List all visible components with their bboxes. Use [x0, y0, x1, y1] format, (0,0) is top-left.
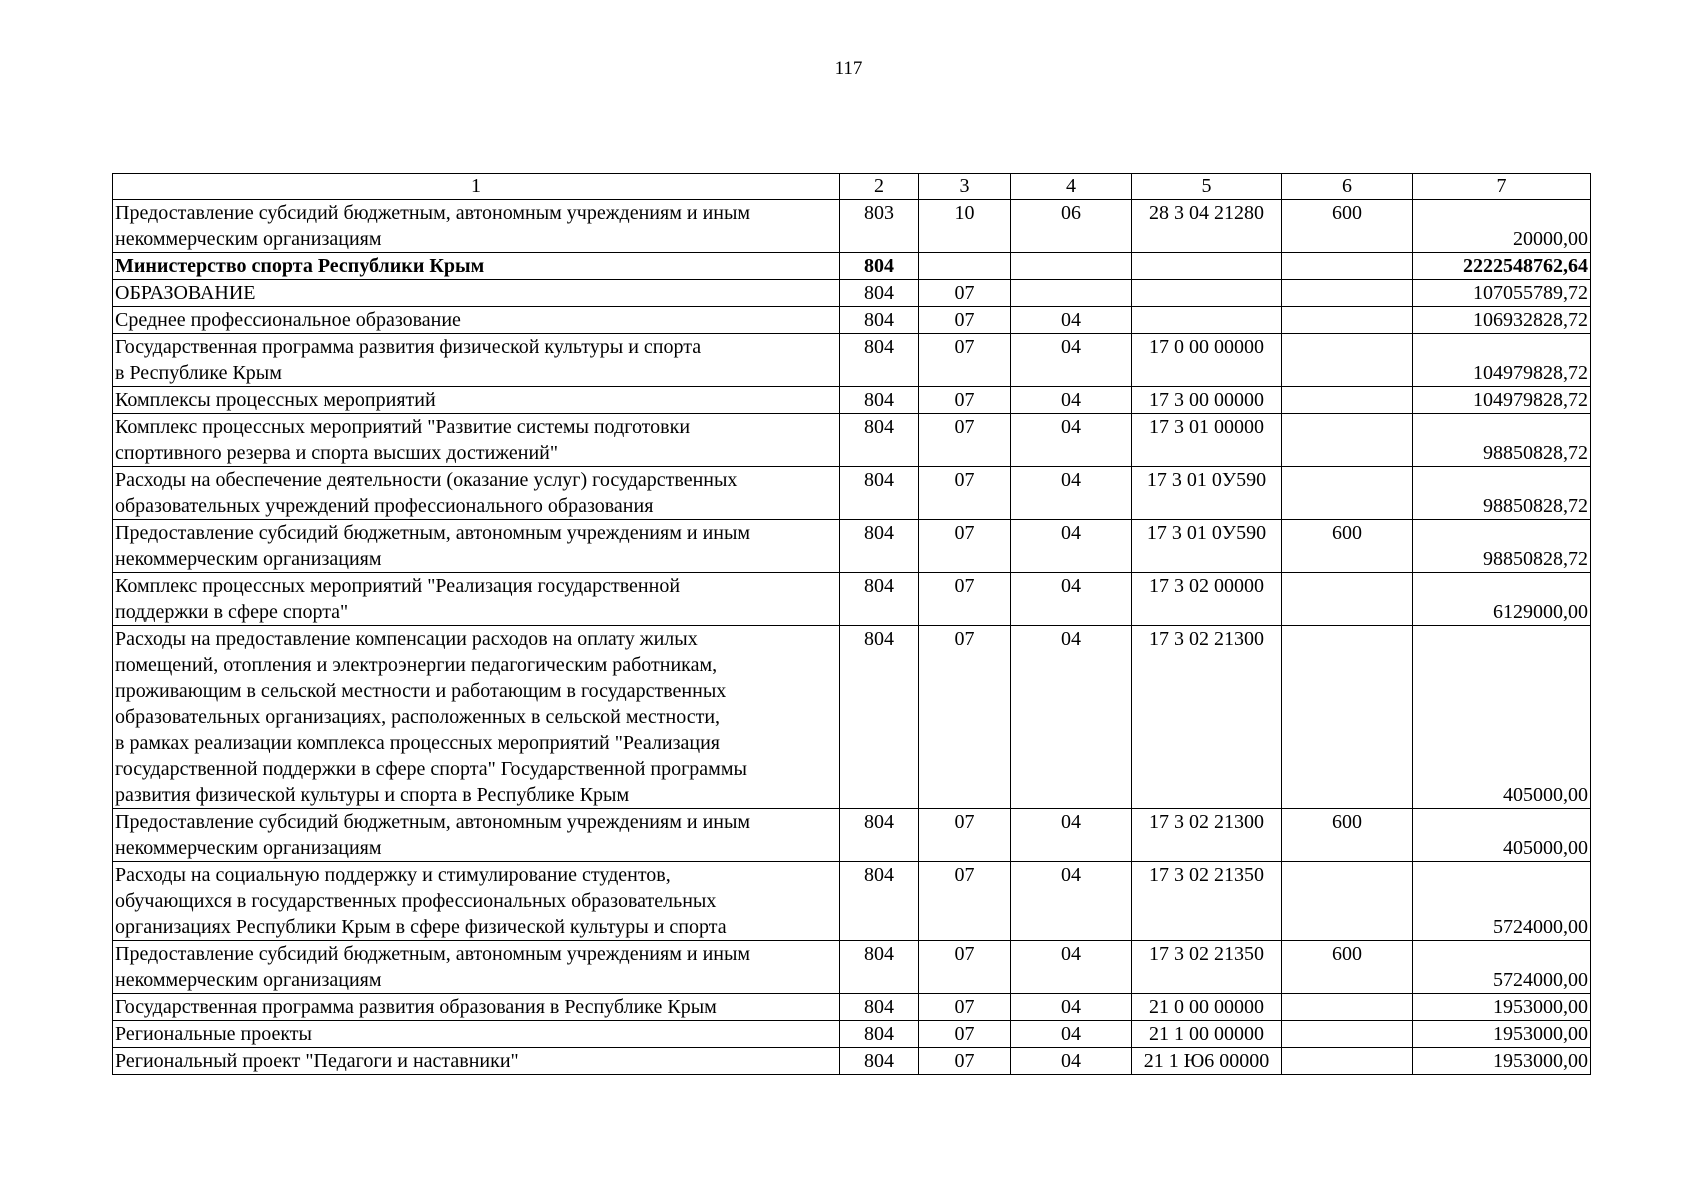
row-code-cell: 804 — [840, 994, 919, 1021]
row-amount-cell: 2222548762,64 — [1413, 253, 1591, 280]
row-target-article-cell — [1132, 280, 1282, 307]
row-expense-type-cell: 600 — [1282, 941, 1413, 994]
row-amount-cell: 98850828,72 — [1413, 520, 1591, 573]
table-row — [113, 520, 1591, 573]
row-amount-cell: 1953000,00 — [1413, 1048, 1591, 1075]
row-name-cell: Расходы на предоставление компенсации расходов на оплату жилых помещений, отопления и электроэнергии педагогическим работникам, проживающим в сельской местности и работающим в государственных образовательных организациях, расположенных в сельской местности, в рамках реализации комплекса процессных мероприятий "Реализация государственной поддержки в сфере спорта" Государственной программы развития физической культуры и спорта в Республике Крым — [113, 626, 840, 809]
row-amount-cell: 405000,00 — [1413, 626, 1591, 809]
row-subsection-cell: 04 — [1011, 862, 1132, 941]
row-amount-cell: 107055789,72 — [1413, 280, 1591, 307]
row-target-article-cell: 17 3 02 21350 — [1132, 862, 1282, 941]
row-target-article-cell: 17 3 02 21300 — [1132, 626, 1282, 809]
table-row — [113, 414, 1591, 467]
row-expense-type-cell — [1282, 414, 1413, 467]
row-code-cell: 804 — [840, 467, 919, 520]
row-subsection-cell: 04 — [1011, 1021, 1132, 1048]
row-amount-cell: 98850828,72 — [1413, 467, 1591, 520]
row-name-cell: ОБРАЗОВАНИЕ — [113, 280, 840, 307]
table-row — [113, 862, 1591, 941]
row-expense-type-cell — [1282, 862, 1413, 941]
row-code-cell: 804 — [840, 414, 919, 467]
row-amount-cell: 405000,00 — [1413, 809, 1591, 862]
row-expense-type-cell — [1282, 467, 1413, 520]
row-code-cell: 804 — [840, 280, 919, 307]
row-subsection-cell: 04 — [1011, 334, 1132, 387]
row-section-cell: 07 — [919, 467, 1011, 520]
row-subsection-cell: 06 — [1011, 200, 1132, 253]
row-expense-type-cell — [1282, 307, 1413, 334]
row-target-article-cell: 21 1 Ю6 00000 — [1132, 1048, 1282, 1075]
row-name-cell: Комплексы процессных мероприятий — [113, 387, 840, 414]
row-name-cell: Государственная программа развития физической культуры и спорта в Республике Крым — [113, 334, 840, 387]
row-code-cell: 804 — [840, 941, 919, 994]
row-expense-type-cell: 600 — [1282, 809, 1413, 862]
row-name-cell: Региональный проект "Педагоги и наставники" — [113, 1048, 840, 1075]
row-section-cell: 07 — [919, 334, 1011, 387]
row-section-cell: 07 — [919, 1048, 1011, 1075]
row-expense-type-cell — [1282, 626, 1413, 809]
row-code-cell: 804 — [840, 573, 919, 626]
row-expense-type-cell — [1282, 573, 1413, 626]
row-name-cell: Среднее профессиональное образование — [113, 307, 840, 334]
row-amount-cell: 1953000,00 — [1413, 994, 1591, 1021]
row-code-cell: 804 — [840, 809, 919, 862]
row-name-cell: Предоставление субсидий бюджетным, автономным учреждениям и иным некоммерческим организациям — [113, 809, 840, 862]
table-row — [113, 1021, 1591, 1048]
row-amount-cell: 106932828,72 — [1413, 307, 1591, 334]
row-code-cell: 804 — [840, 253, 919, 280]
row-name-cell: Комплекс процессных мероприятий "Развитие системы подготовки спортивного резерва и спорта высших достижений" — [113, 414, 840, 467]
column-header: 3 — [919, 174, 1011, 200]
row-amount-cell: 20000,00 — [1413, 200, 1591, 253]
row-amount-cell: 104979828,72 — [1413, 387, 1591, 414]
row-subsection-cell: 04 — [1011, 467, 1132, 520]
row-name-cell: Министерство спорта Республики Крым — [113, 253, 840, 280]
row-subsection-cell: 04 — [1011, 520, 1132, 573]
row-section-cell: 07 — [919, 862, 1011, 941]
row-subsection-cell: 04 — [1011, 941, 1132, 994]
table-row — [113, 253, 1591, 280]
table-row — [113, 200, 1591, 253]
row-target-article-cell: 17 3 02 21350 — [1132, 941, 1282, 994]
row-target-article-cell — [1132, 307, 1282, 334]
table-row — [113, 1048, 1591, 1075]
row-target-article-cell: 17 3 00 00000 — [1132, 387, 1282, 414]
row-name-cell: Предоставление субсидий бюджетным, автономным учреждениям и иным некоммерческим организациям — [113, 200, 840, 253]
column-header: 6 — [1282, 174, 1413, 200]
row-amount-cell: 98850828,72 — [1413, 414, 1591, 467]
row-target-article-cell: 17 3 01 0У590 — [1132, 520, 1282, 573]
row-expense-type-cell — [1282, 334, 1413, 387]
row-target-article-cell: 28 3 04 21280 — [1132, 200, 1282, 253]
row-name-cell: Региональные проекты — [113, 1021, 840, 1048]
row-target-article-cell: 21 0 00 00000 — [1132, 994, 1282, 1021]
row-expense-type-cell — [1282, 1048, 1413, 1075]
page-number: 117 — [834, 58, 863, 79]
row-code-cell: 804 — [840, 626, 919, 809]
table-row — [113, 994, 1591, 1021]
row-code-cell: 804 — [840, 862, 919, 941]
row-subsection-cell: 04 — [1011, 414, 1132, 467]
row-subsection-cell: 04 — [1011, 1048, 1132, 1075]
row-expense-type-cell — [1282, 1021, 1413, 1048]
row-target-article-cell: 17 3 02 00000 — [1132, 573, 1282, 626]
row-section-cell: 07 — [919, 573, 1011, 626]
row-amount-cell: 5724000,00 — [1413, 862, 1591, 941]
row-name-cell: Предоставление субсидий бюджетным, автономным учреждениям и иным некоммерческим организациям — [113, 520, 840, 573]
row-expense-type-cell — [1282, 253, 1413, 280]
table-row — [113, 334, 1591, 387]
table-row — [113, 809, 1591, 862]
row-name-cell: Расходы на обеспечение деятельности (оказание услуг) государственных образовательных учреждений профессионального образования — [113, 467, 840, 520]
row-subsection-cell: 04 — [1011, 994, 1132, 1021]
table-row — [113, 467, 1591, 520]
row-expense-type-cell — [1282, 387, 1413, 414]
budget-table-body — [113, 200, 1591, 1075]
row-target-article-cell: 17 3 01 0У590 — [1132, 467, 1282, 520]
row-section-cell: 07 — [919, 626, 1011, 809]
row-subsection-cell: 04 — [1011, 307, 1132, 334]
row-amount-cell: 104979828,72 — [1413, 334, 1591, 387]
row-amount-cell: 5724000,00 — [1413, 941, 1591, 994]
row-subsection-cell: 04 — [1011, 626, 1132, 809]
row-code-cell: 804 — [840, 307, 919, 334]
table-row — [113, 280, 1591, 307]
row-amount-cell: 6129000,00 — [1413, 573, 1591, 626]
column-header: 5 — [1132, 174, 1282, 200]
row-section-cell: 07 — [919, 1021, 1011, 1048]
row-name-cell: Комплекс процессных мероприятий "Реализация государственной поддержки в сфере спорта" — [113, 573, 840, 626]
table-row — [113, 573, 1591, 626]
row-section-cell: 07 — [919, 994, 1011, 1021]
row-section-cell: 10 — [919, 200, 1011, 253]
row-name-cell: Расходы на социальную поддержку и стимулирование студентов, обучающихся в государственных профессиональных образовательных организациях Республики Крым в сфере физической культуры и спорта — [113, 862, 840, 941]
row-section-cell: 07 — [919, 520, 1011, 573]
budget-table — [112, 173, 1591, 1075]
row-name-cell: Государственная программа развития образования в Республике Крым — [113, 994, 840, 1021]
row-subsection-cell — [1011, 253, 1132, 280]
row-section-cell: 07 — [919, 280, 1011, 307]
table-row — [113, 626, 1591, 809]
row-section-cell: 07 — [919, 414, 1011, 467]
row-subsection-cell — [1011, 280, 1132, 307]
row-section-cell: 07 — [919, 387, 1011, 414]
row-expense-type-cell — [1282, 994, 1413, 1021]
row-amount-cell: 1953000,00 — [1413, 1021, 1591, 1048]
row-name-cell: Предоставление субсидий бюджетным, автономным учреждениям и иным некоммерческим организациям — [113, 941, 840, 994]
table-row — [113, 941, 1591, 994]
row-code-cell: 804 — [840, 387, 919, 414]
row-section-cell — [919, 253, 1011, 280]
row-expense-type-cell: 600 — [1282, 520, 1413, 573]
row-target-article-cell: 17 0 00 00000 — [1132, 334, 1282, 387]
row-subsection-cell: 04 — [1011, 573, 1132, 626]
row-target-article-cell: 17 3 01 00000 — [1132, 414, 1282, 467]
table-row — [113, 307, 1591, 334]
row-target-article-cell — [1132, 253, 1282, 280]
row-target-article-cell: 17 3 02 21300 — [1132, 809, 1282, 862]
row-section-cell: 07 — [919, 307, 1011, 334]
column-header: 4 — [1011, 174, 1132, 200]
row-section-cell: 07 — [919, 809, 1011, 862]
row-code-cell: 804 — [840, 334, 919, 387]
row-code-cell: 804 — [840, 520, 919, 573]
row-subsection-cell: 04 — [1011, 809, 1132, 862]
row-subsection-cell: 04 — [1011, 387, 1132, 414]
row-expense-type-cell: 600 — [1282, 200, 1413, 253]
row-code-cell: 804 — [840, 1048, 919, 1075]
column-header: 7 — [1413, 174, 1591, 200]
row-code-cell: 803 — [840, 200, 919, 253]
table-row — [113, 387, 1591, 414]
column-header: 1 — [113, 174, 840, 200]
row-section-cell: 07 — [919, 941, 1011, 994]
column-header: 2 — [840, 174, 919, 200]
row-expense-type-cell — [1282, 280, 1413, 307]
row-code-cell: 804 — [840, 1021, 919, 1048]
row-target-article-cell: 21 1 00 00000 — [1132, 1021, 1282, 1048]
column-header-row — [113, 174, 1591, 200]
